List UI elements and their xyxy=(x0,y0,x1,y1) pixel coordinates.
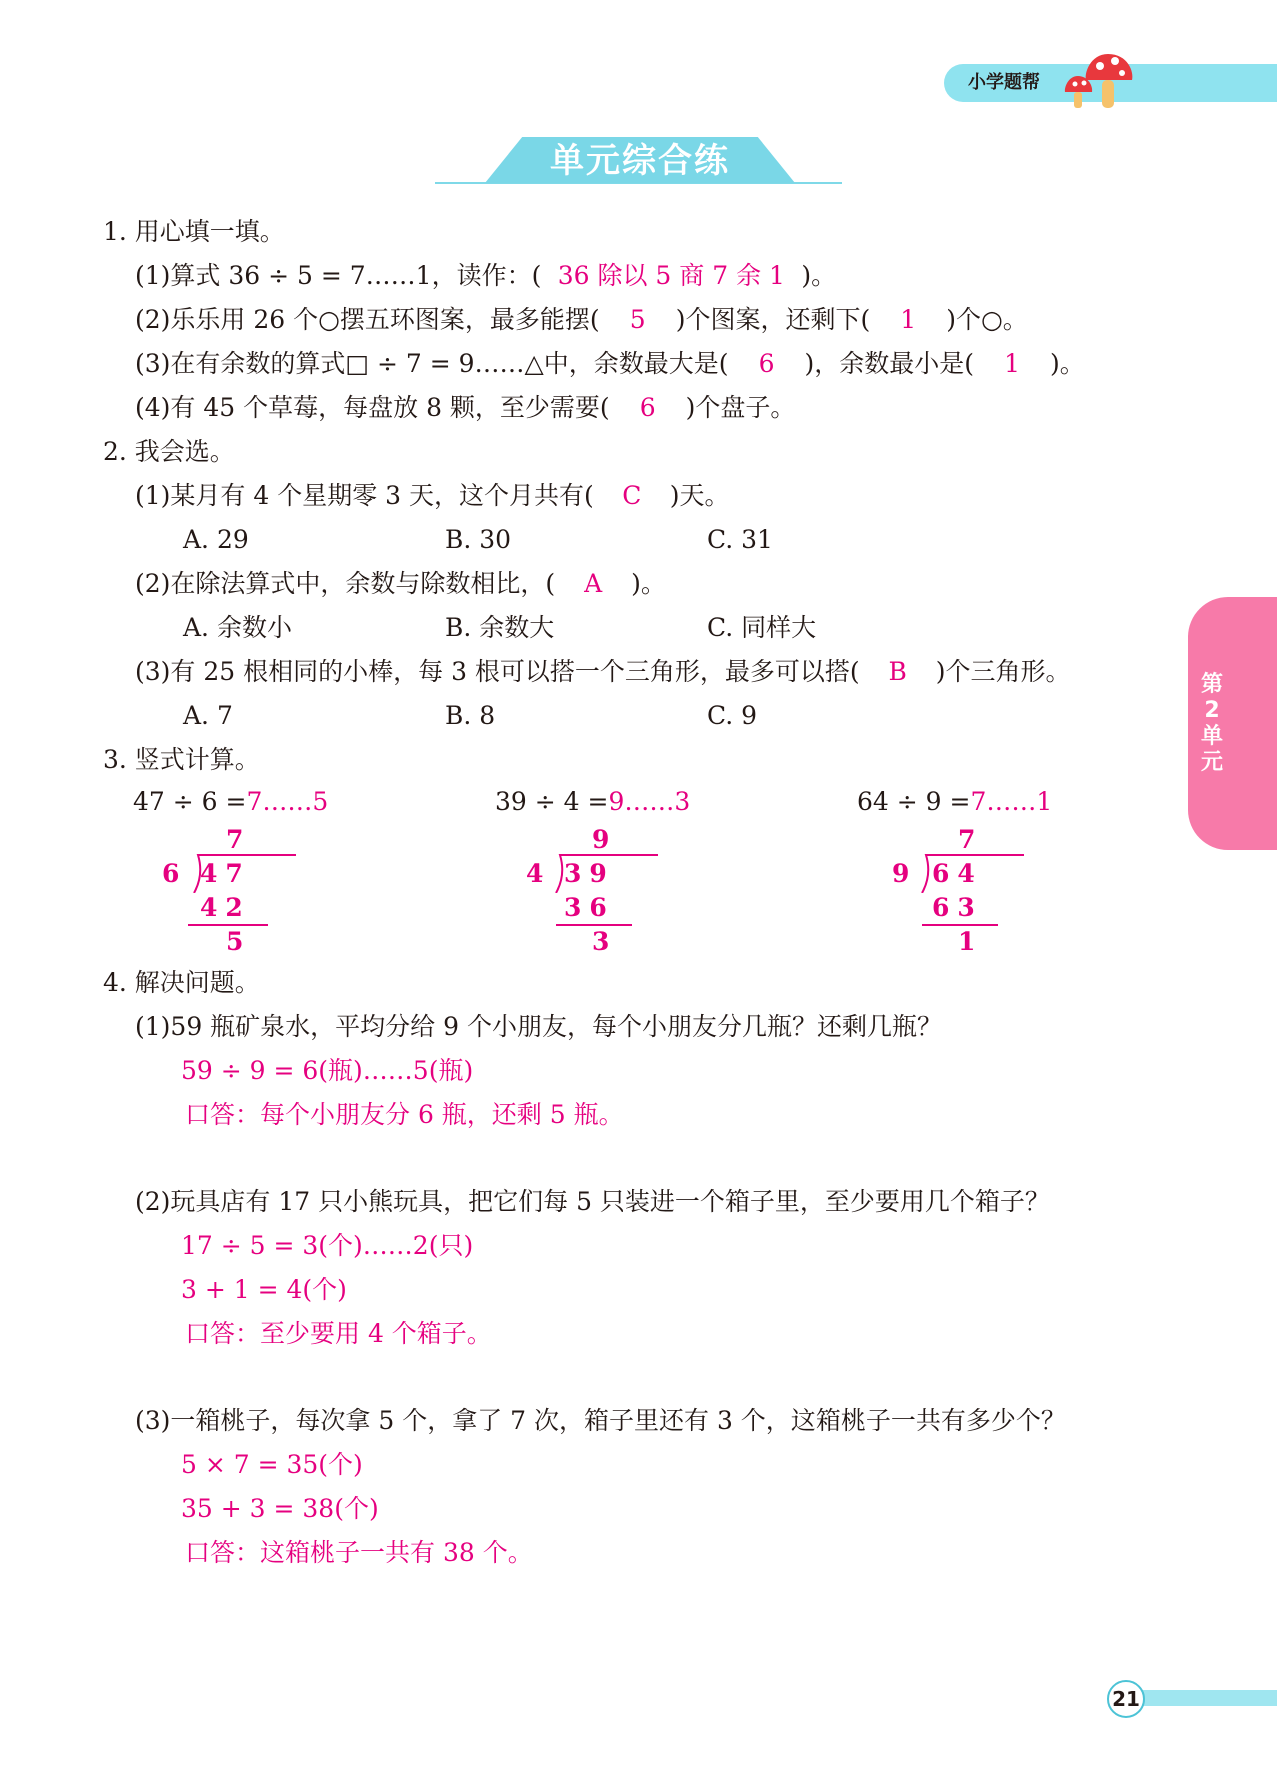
q3-expression-1 xyxy=(133,785,328,819)
q2-part3-answer: B xyxy=(888,657,907,686)
q1-part2-post: )个○。 xyxy=(946,305,1028,334)
quotient: 7 xyxy=(226,825,252,854)
page-number-bar xyxy=(1127,1690,1277,1706)
q3-heading: 3. 竖式计算。 xyxy=(103,745,260,774)
q2-part2 xyxy=(135,567,666,601)
divisor: 6 xyxy=(162,859,188,888)
quotient: 9 xyxy=(592,825,618,854)
q2-part3-option-a: A. 7 xyxy=(183,701,233,730)
q1-part1 xyxy=(135,259,836,293)
q3-expression-2 xyxy=(495,785,690,819)
q1-part3-pre: (3)在有余数的算式□ ÷ 7 = 9……△中，余数最大是( xyxy=(135,349,729,378)
q2-part3-pre: (3)有 25 根相同的小棒，每 3 根可以搭一个三角形，最多可以搭( xyxy=(135,657,860,686)
unit-side-tab-label: 第2单元 xyxy=(1200,672,1223,775)
q3-result-2: 9……3 xyxy=(608,787,691,816)
divisor: 9 xyxy=(892,859,918,888)
q4-part1-question: (1)59 瓶矿泉水，平均分给 9 个小朋友，每个小朋友分几瓶？还剩几瓶？ xyxy=(135,1012,942,1041)
q3-expr-3: 64 ÷ 9 = xyxy=(857,787,971,816)
subtraction-line xyxy=(556,924,632,926)
product: 36 xyxy=(564,893,615,922)
q4-part3-line2: 35 + 3 = 38(个) xyxy=(181,1494,379,1523)
q1-part4 xyxy=(135,391,795,425)
q2-part1-option-c: C. 31 xyxy=(707,525,773,554)
page-title: 单元综合练 xyxy=(550,141,730,181)
remainder: 1 xyxy=(958,927,984,956)
q1-part2-pre: (2)乐乐用 26 个○摆五环图案，最多能摆( xyxy=(135,305,600,334)
dividend: 64 xyxy=(932,859,983,888)
q2-part1-option-b: B. 30 xyxy=(445,525,512,554)
q2-part2-answer: A xyxy=(584,569,603,598)
q1-part3-answer1: 6 xyxy=(758,349,775,378)
q1-part1-post: )。 xyxy=(801,261,837,290)
q1-heading: 1. 用心填一填。 xyxy=(103,217,285,246)
q4-part3-line1: 5 × 7 = 35(个) xyxy=(181,1450,363,1479)
q1-part4-post: )个盘子。 xyxy=(685,393,796,422)
page-number: 21 xyxy=(1112,1687,1140,1711)
q2-part2-option-b: B. 余数大 xyxy=(445,613,555,642)
q2-part1-post: )天。 xyxy=(669,481,730,510)
q2-heading: 2. 我会选。 xyxy=(103,437,235,466)
q2-part1-answer: C xyxy=(622,481,642,510)
q1-part4-answer: 6 xyxy=(639,393,656,422)
q1-part1-answer: 36 除以 5 商 7 余 1 xyxy=(557,261,785,290)
q2-part3-post: )个三角形。 xyxy=(935,657,1071,686)
long-division-3 xyxy=(886,825,1026,955)
long-division-1 xyxy=(158,825,298,955)
remainder: 3 xyxy=(592,927,618,956)
mushroom-icon xyxy=(1060,46,1150,116)
q1-part3-mid: )，余数最小是( xyxy=(804,349,975,378)
q2-part2-option-c: C. 同样大 xyxy=(707,613,817,642)
dividend: 39 xyxy=(564,859,615,888)
q2-part2-pre: (2)在除法算式中，余数与除数相比，( xyxy=(135,569,556,598)
q3-expr-1: 47 ÷ 6 = xyxy=(133,787,247,816)
q3-expression-3 xyxy=(857,785,1052,819)
q2-part1 xyxy=(135,479,730,513)
q1-part3-post: )。 xyxy=(1050,349,1085,378)
q4-part3-line3: 口答：这箱桃子一共有 38 个。 xyxy=(185,1538,533,1567)
brand-label: 小学题帮 xyxy=(968,72,1040,93)
product: 42 xyxy=(200,893,251,922)
divisor: 4 xyxy=(526,859,552,888)
q1-part3-answer2: 1 xyxy=(1004,349,1020,378)
q2-part2-option-a: A. 余数小 xyxy=(183,613,292,642)
q1-part1-pre: (1)算式 36 ÷ 5 = 7……1，读作：( xyxy=(135,261,542,290)
q4-part2-line1: 17 ÷ 5 = 3(个)……2(只) xyxy=(181,1231,474,1260)
q1-part2-mid: )个图案，还剩下( xyxy=(675,305,871,334)
q1-part2-answer2: 1 xyxy=(900,305,917,334)
q2-part1-pre: (1)某月有 4 个星期零 3 天，这个月共有( xyxy=(135,481,594,510)
q2-part3-option-c: C. 9 xyxy=(707,701,758,730)
q1-part3 xyxy=(135,347,1085,381)
product: 63 xyxy=(932,893,983,922)
q4-heading: 4. 解决问题。 xyxy=(103,968,260,997)
q3-expr-2: 39 ÷ 4 = xyxy=(495,787,609,816)
subtraction-line xyxy=(922,924,998,926)
q4-part3-question: (3)一箱桃子，每次拿 5 个，拿了 7 次，箱子里还有 3 个，这箱桃子一共有多少个？ xyxy=(135,1406,1066,1435)
q1-part2 xyxy=(135,303,1028,337)
subtraction-line xyxy=(188,924,268,926)
q2-part1-option-a: A. 29 xyxy=(183,525,249,554)
dividend: 47 xyxy=(200,859,251,888)
q2-part3-option-b: B. 8 xyxy=(445,701,496,730)
q1-part2-answer1: 5 xyxy=(629,305,646,334)
q3-result-1: 7……5 xyxy=(246,787,329,816)
q1-part4-pre: (4)有 45 个草莓，每盘放 8 颗，至少需要( xyxy=(135,393,610,422)
long-division-2 xyxy=(520,825,660,955)
q4-part2-question: (2)玩具店有 17 只小熊玩具，把它们每 5 只装进一个箱子里，至少要用几个箱子？ xyxy=(135,1187,1050,1216)
q4-part1-line1: 59 ÷ 9 = 6(瓶)……5(瓶) xyxy=(181,1056,474,1085)
q4-part2-line3: 口答：至少要用 4 个箱子。 xyxy=(185,1319,492,1348)
q3-result-3: 7……1 xyxy=(970,787,1053,816)
q4-part1-line2: 口答：每个小朋友分 6 瓶，还剩 5 瓶。 xyxy=(185,1100,624,1129)
quotient: 7 xyxy=(958,825,984,854)
remainder: 5 xyxy=(226,927,252,956)
q2-part3 xyxy=(135,655,1070,689)
q2-part2-post: )。 xyxy=(631,569,666,598)
q4-part2-line2: 3 + 1 = 4(个) xyxy=(181,1275,347,1304)
